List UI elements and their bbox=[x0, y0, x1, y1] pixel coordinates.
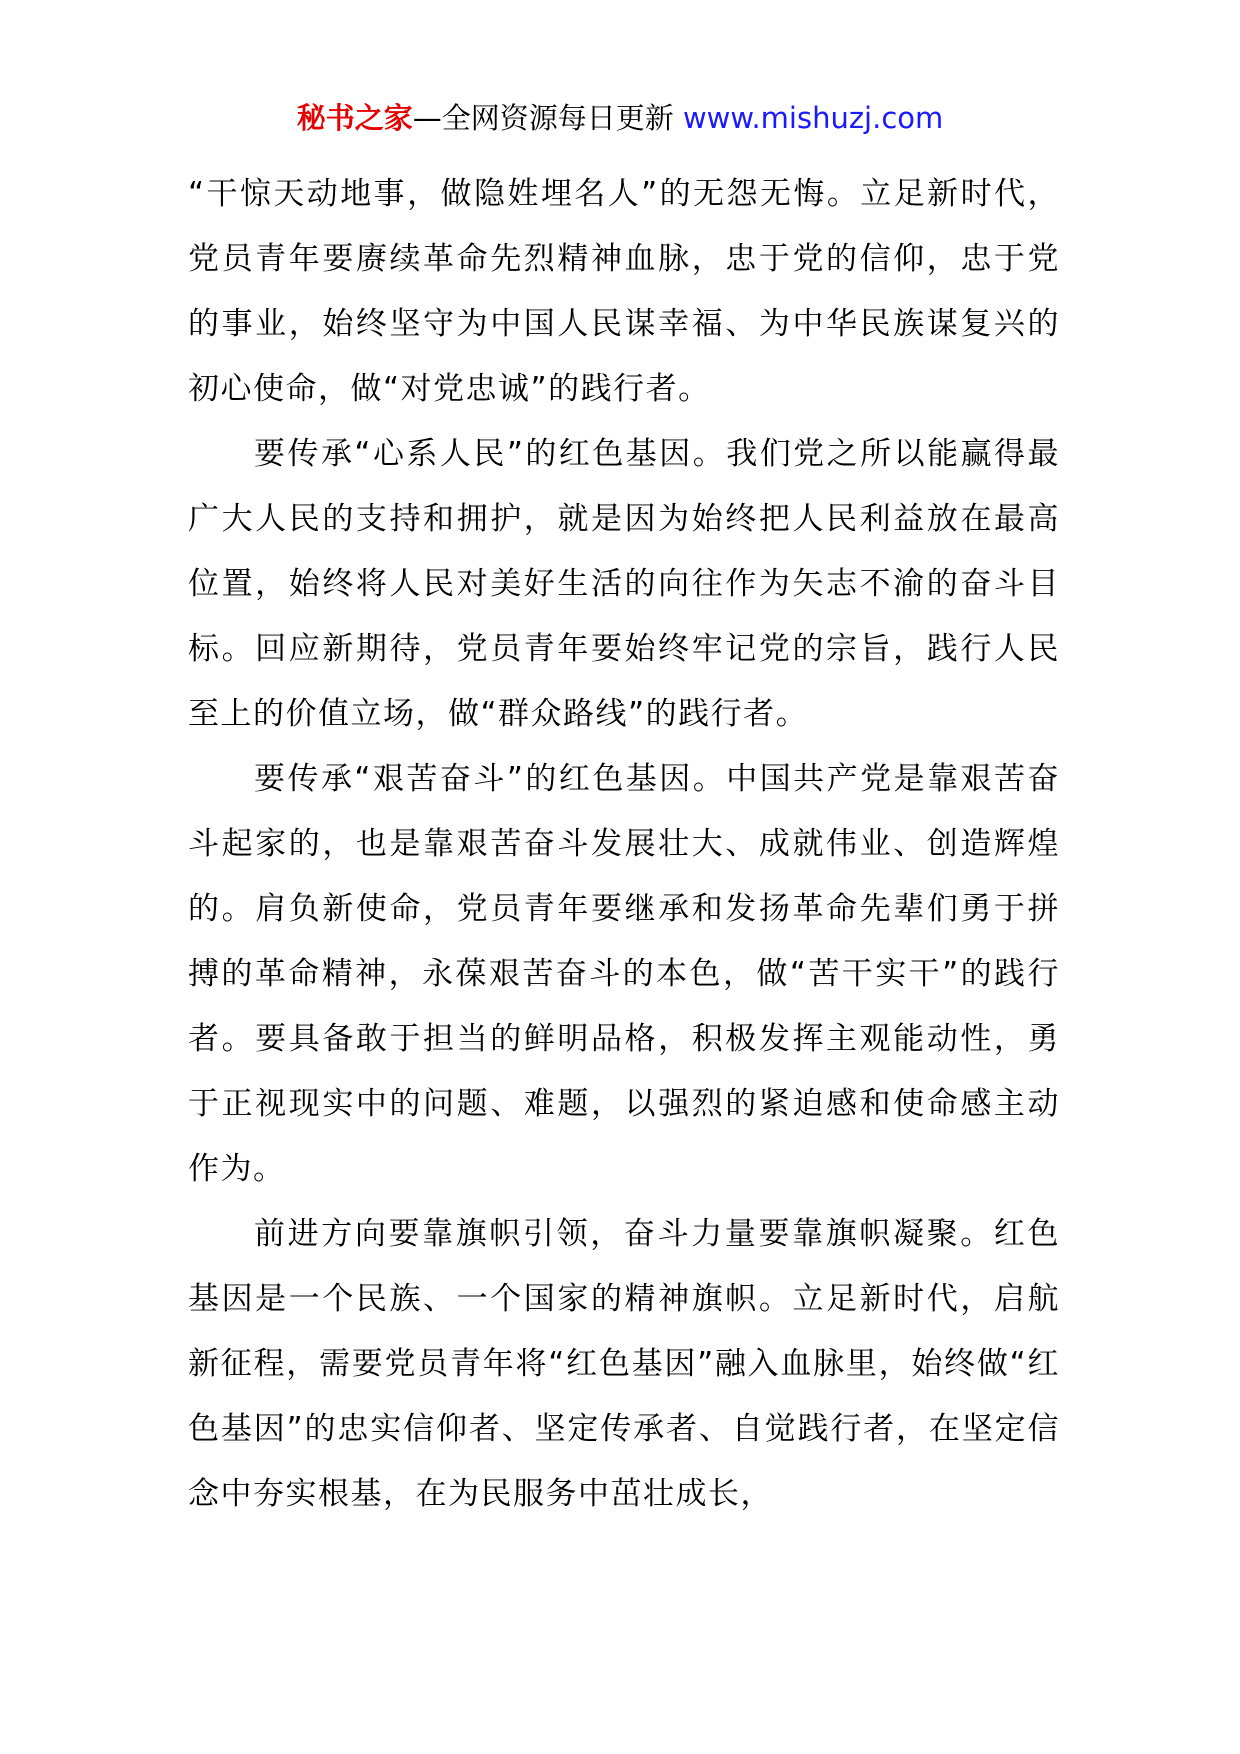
site-tagline: —全网资源每日更新 bbox=[412, 101, 683, 135]
site-url-link[interactable]: www.mishuzj.com bbox=[682, 101, 944, 135]
paragraph-serve-people: 要传承“心系人民”的红色基因。我们党之所以能赢得最广大人民的支持和拥护，就是因为始终把人民利益放在最高位置，始终将人民对美好生活的向往作为矢志不渝的奋斗目标。回应新期待，党员青年要始终牢记党的宗旨，践行人民至上的价值立场，做“群众路线”的践行者。 bbox=[188, 436, 1060, 732]
page-header bbox=[0, 98, 1240, 138]
paragraph-hard-work: 要传承“艰苦奋斗”的红色基因。中国共产党是靠艰苦奋斗起家的，也是靠艰苦奋斗发展壮大、成就伟业、创造辉煌的。肩负新使命，党员青年要继承和发扬革命先辈们勇于拼搏的革命精神，永葆艰苦奋斗的本色，做“苦干实干”的践行者。要具备敢于担当的鲜明品格，积极发挥主观能动性，勇于正视现实中的问题、难题，以强烈的紧迫感和使命感主动作为。 bbox=[188, 761, 1060, 1187]
paragraph-red-gene-banner: 前进方向要靠旗帜引领，奋斗力量要靠旗帜凝聚。红色基因是一个民族、一个国家的精神旗帜。立足新时代，启航新征程，需要党员青年将“红色基因”融入血脉里，始终做“红色基因”的忠实信仰者、坚定传承者、自觉践行者，在坚定信念中夯实根基，在为民服务中茁壮成长， bbox=[188, 1216, 1060, 1512]
paragraph-continuation: “干惊天动地事，做隐姓埋名人”的无怨无悔。立足新时代，党员青年要赓续革命先烈精神血脉，忠于党的信仰，忠于党的事业，始终坚守为中国人民谋幸福、为中华民族谋复兴的初心使命，做“对党忠诚”的践行者。 bbox=[188, 176, 1060, 407]
site-brand: 秘书之家 bbox=[296, 101, 413, 135]
document-body bbox=[188, 162, 1060, 1527]
